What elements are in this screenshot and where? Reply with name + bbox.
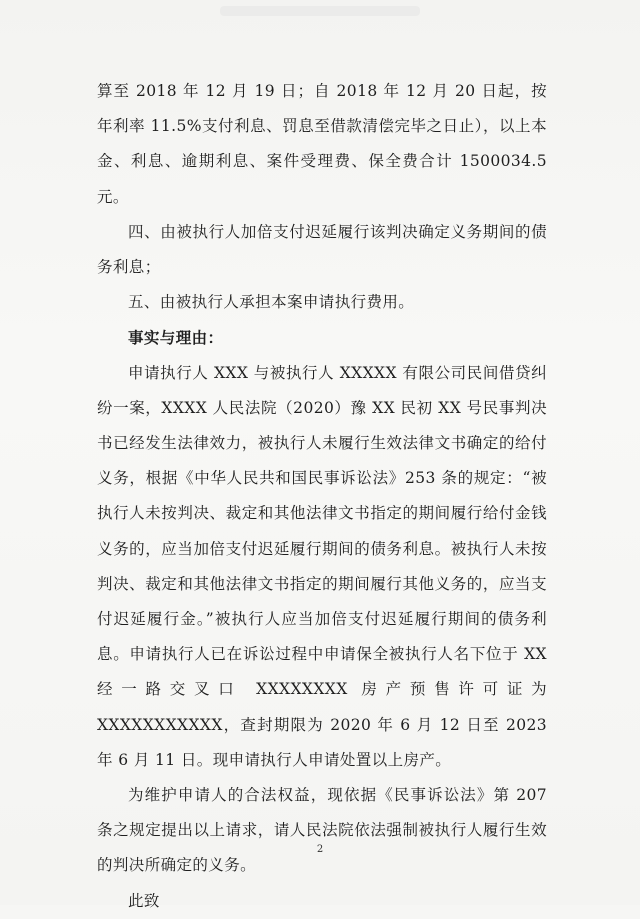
paragraph-salutation: 此致: [128, 891, 160, 910]
paragraph-facts: 申请执行人 XXX 与被执行人 XXXXX 有限公司民间借贷纠纷一案，XXXX 人民法院（2020）豫 XX 民初 XX 号民事判决书已经发生法律效力，被执行人未履行生效法律文书确定的给付义务，根据《中华人民共和国民事诉讼法》253 条的规定：“被执行人未按判决、裁定和其他法律文书指定的期间履行给付金钱义务的，应当加倍支付迟延履行期间的债务利息。被执行人未按判决、裁定和其他法律文书指定的期间履行其他义务的，应当支付迟延履行金。”被执行人应当加倍支付迟延履行期间的债务利息。申请执行人已在诉讼过程中申请保全被执行人名下位于 XX 经一路交叉口 XXXXXXXX 房产预售许可证为 XXXXXXXXXXX，查封期限为 2020 年 6 月 12 日至 2023 年 6 月 11 日。现申请执行人申请处置以上房产。: [97, 363, 548, 769]
paragraph-claim-five: 五、由被执行人承担本案申请执行费用。: [128, 293, 415, 312]
paragraph-request: 为维护申请人的合法权益，现依据《民事诉讼法》第 207 条之规定提出以上请求，请人民法院依法强制被执行人履行生效的判决所确定的义务。: [97, 786, 547, 875]
scan-bleed-through: [220, 6, 420, 16]
section-heading-facts-reasons: 事实与理由：: [128, 328, 224, 348]
document-body: [97, 74, 547, 919]
page-number: 2: [316, 844, 324, 855]
paragraph-claim-amount: 算至 2018 年 12 月 19 日；自 2018 年 12 月 20 日起，按年利率 11.5%支付利息、罚息至借款清偿完毕之日止），以上本金、利息、逾期利息、案件受理费、保全费合计 1500034.5 元。: [97, 82, 547, 206]
paragraph-claim-four: 四、由被执行人加倍支付迟延履行该判决确定义务期间的债务利息；: [97, 222, 547, 277]
